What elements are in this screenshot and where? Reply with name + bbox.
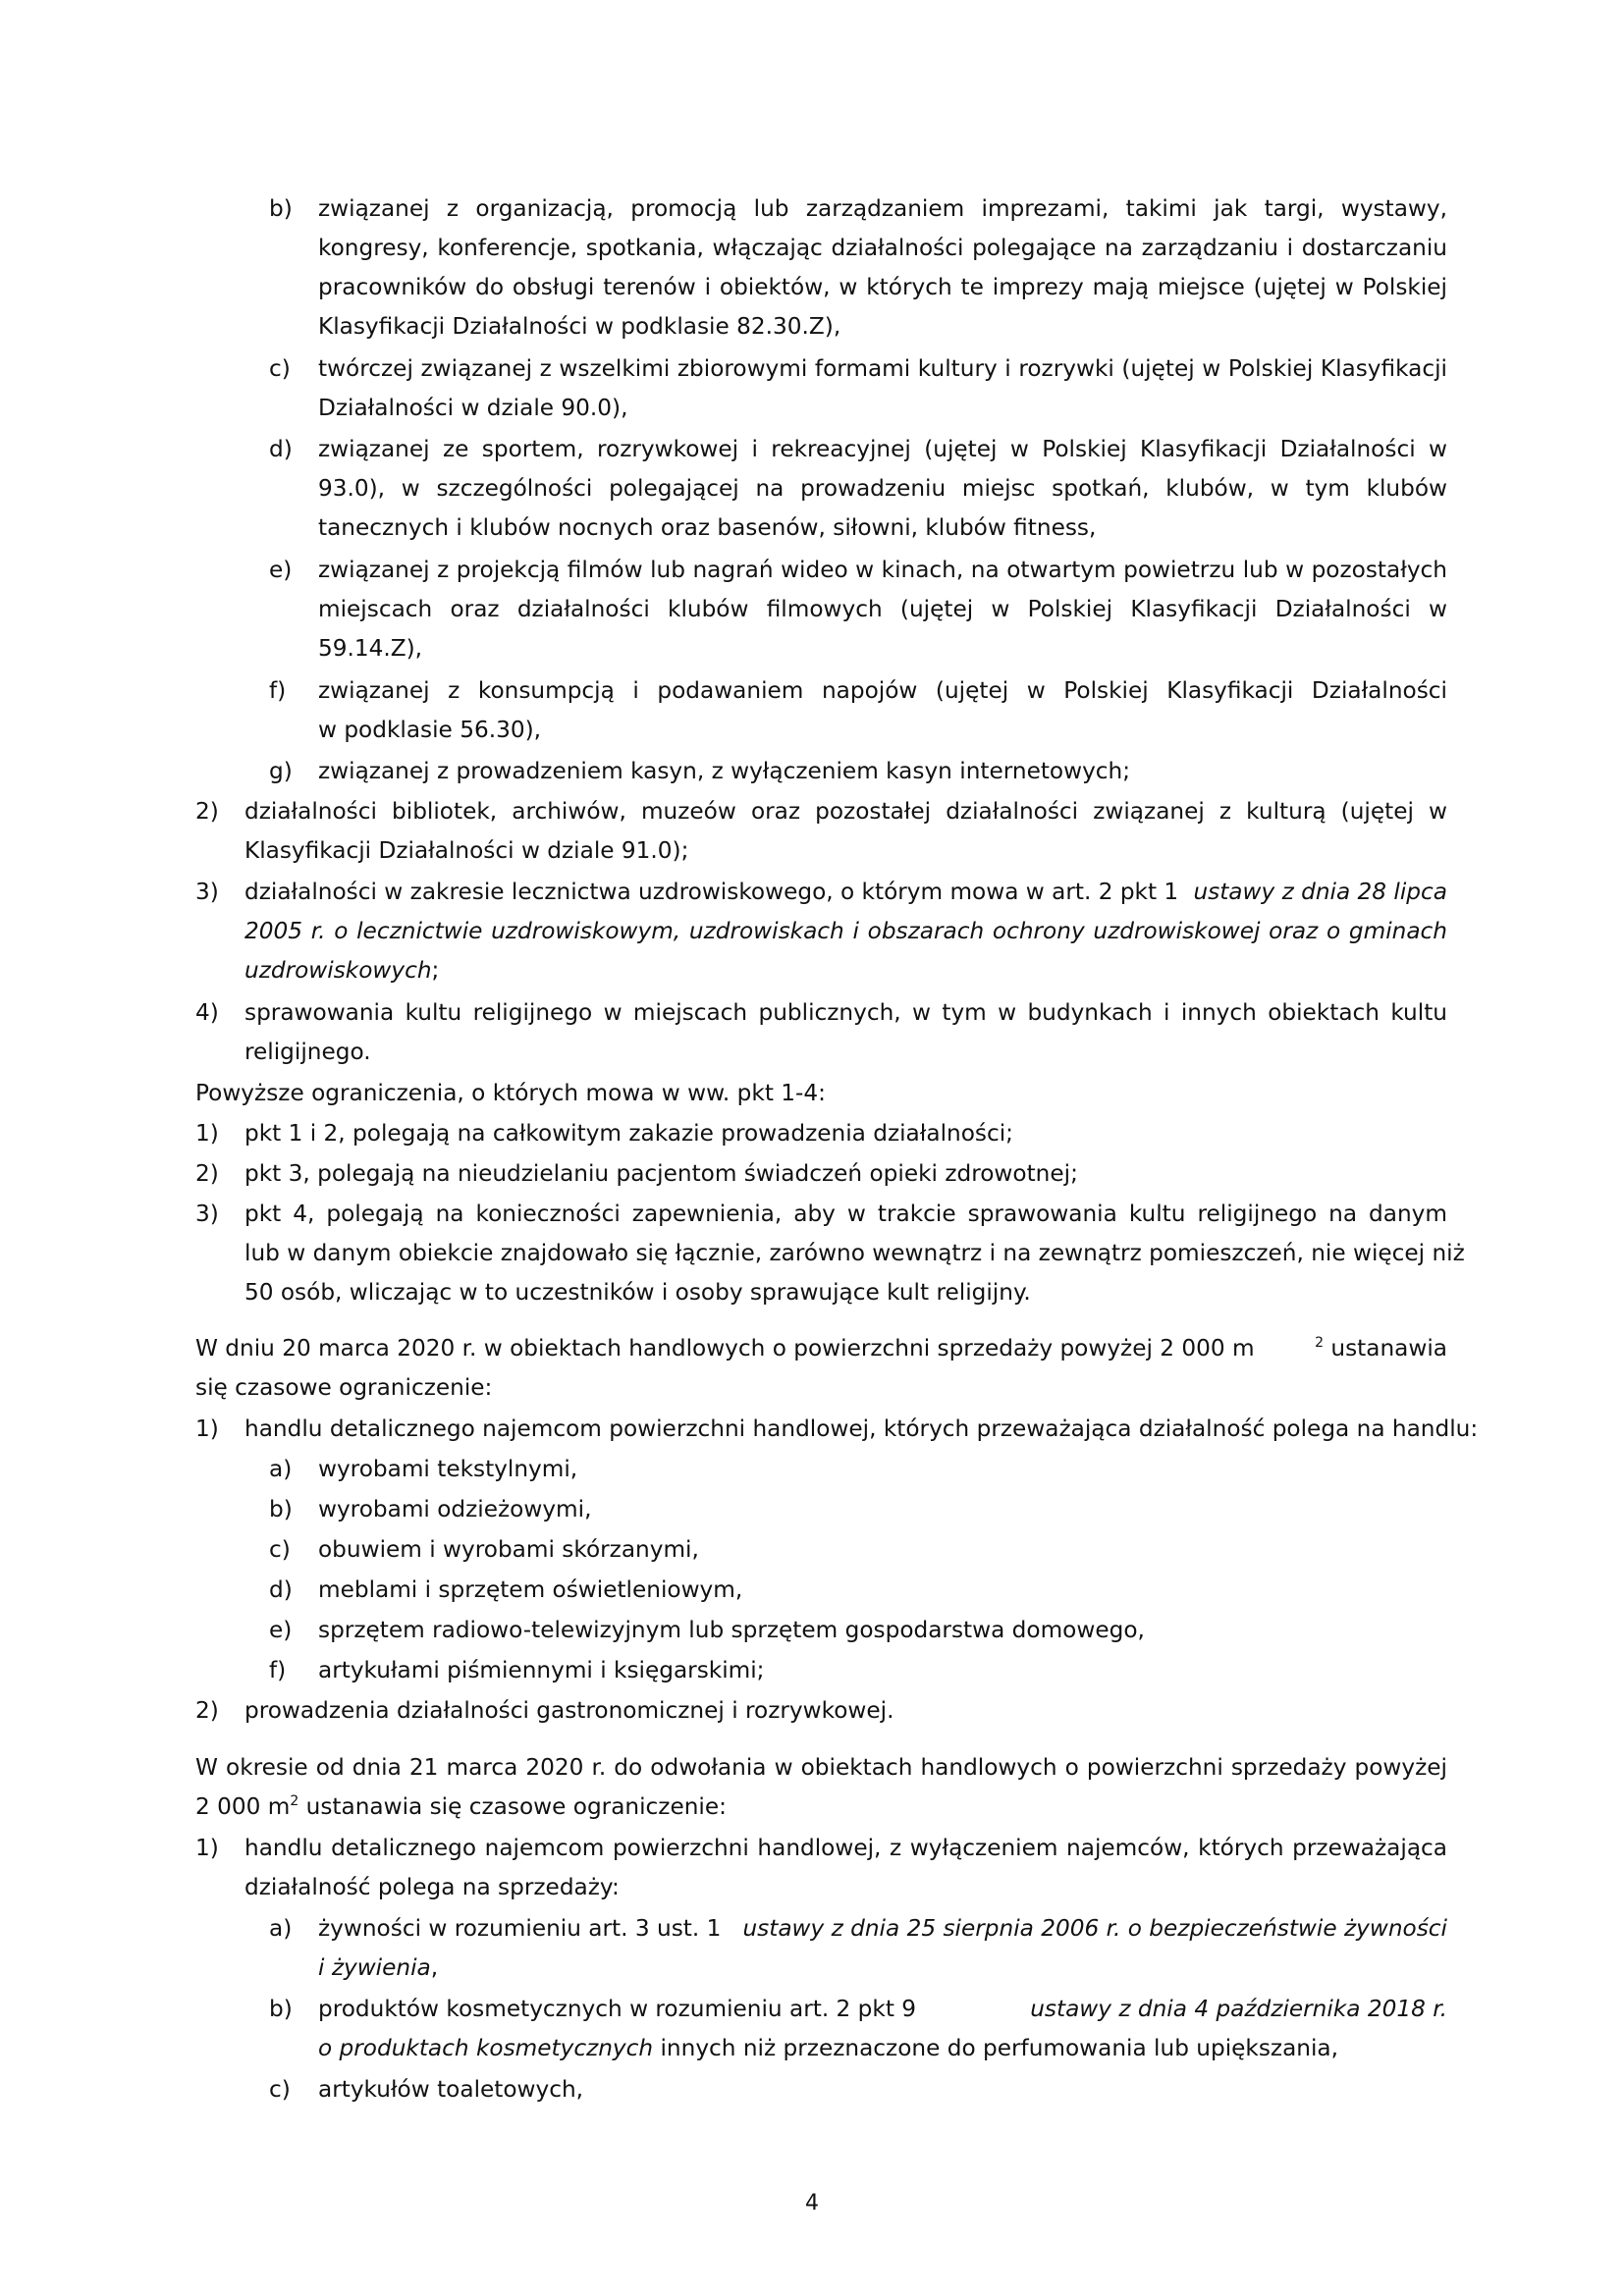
list-item-text: pkt 3, polegają na nieudzielaniu pacjentom świadczeń opieki zdrowotnej;	[244, 1160, 1078, 1187]
list-item-text: pkt 4, polegają na konieczności zapewnienia, aby w trakcie sprawowania kultu religijnego na danym	[244, 1201, 1447, 1227]
list-item-text: handlu detalicznego najemcom powierzchni handlowej, z wyłączeniem najemców, których przeważająca	[244, 1835, 1447, 1861]
law-reference: 2005 r. o lecznictwie uzdrowiskowym, uzdrowiskach i obszarach ochrony uzdrowiskowej oraz o gminach	[244, 918, 1447, 944]
list-item-text: sprawowania kultu religijnego w miejscach publicznych, w tym w budynkach i innych obiektach kultu	[244, 999, 1447, 1026]
list-item-text: wyrobami tekstylnymi,	[318, 1456, 578, 1482]
list-item-text: meblami i sprzętem oświetleniowym,	[318, 1576, 743, 1603]
list-item-text	[244, 957, 439, 985]
list-marker: g)	[269, 758, 293, 784]
list-item-text	[318, 2035, 1338, 2062]
list-marker: 2)	[195, 1160, 219, 1187]
list-item-text	[318, 1996, 1447, 2023]
list-item-text: pracowników do obsługi terenów i obiektów, w których te imprezy mają miejsce (ujętej w Polskiej	[318, 274, 1447, 300]
list-item-text-part: produktów kosmetycznych w rozumieniu art. 2 pkt 9	[318, 1996, 917, 2022]
list-marker: b)	[269, 1496, 293, 1522]
paragraph-text: ustanawia się czasowe ograniczenie:	[298, 1793, 727, 1820]
list-item-text-part: działalności w zakresie lecznictwa uzdrowiskowego, o którym mowa w art. 2 pkt 1	[244, 879, 1179, 905]
list-item-text: 50 osób, wliczając w to uczestników i osoby sprawujące kult religijny.	[244, 1279, 1031, 1306]
list-marker: c)	[269, 1536, 291, 1563]
list-item-text	[318, 1915, 1447, 1943]
paragraph-text: ustanawia	[1324, 1335, 1447, 1362]
list-item-text	[244, 879, 1447, 906]
list-item-text: związanej z projekcją filmów lub nagrań wideo w kinach, na otwartym powietrzu lub w pozostałych	[318, 557, 1447, 583]
paragraph	[195, 1793, 727, 1821]
list-marker: 1)	[195, 1415, 219, 1442]
list-marker: 2)	[195, 1697, 219, 1724]
list-marker: c)	[269, 2076, 291, 2103]
list-item-text-part: żywności w rozumieniu art. 3 ust. 1	[318, 1915, 722, 1942]
list-item-text: artykułami piśmiennymi i księgarskimi;	[318, 1657, 765, 1683]
list-marker: 4)	[195, 999, 219, 1026]
list-item-text: Klasyfikacji Działalności w dziale 91.0);	[244, 837, 689, 864]
list-item-text	[318, 1954, 438, 1982]
paragraph-end	[1306, 1335, 1447, 1362]
list-item-text: handlu detalicznego najemcom powierzchni handlowej, których przeważająca działalność polega na handlu:	[244, 1415, 1479, 1442]
list-item-text: związanej z organizacją, promocją lub zarządzaniem imprezami, takimi jak targi, wystawy,	[318, 195, 1447, 222]
list-marker: 3)	[195, 879, 219, 905]
list-item-text-part: innych niż przeznaczone do perfumowania lub upiększania,	[653, 2035, 1339, 2061]
law-reference: uzdrowiskowych	[244, 957, 432, 984]
list-marker: d)	[269, 1576, 293, 1603]
list-marker: f)	[269, 1657, 287, 1683]
list-marker: d)	[269, 436, 293, 462]
paragraph: się czasowe ograniczenie:	[195, 1374, 493, 1401]
list-item-text: prowadzenia działalności gastronomicznej i rozrywkowej.	[244, 1697, 894, 1724]
list-item-text: wyrobami odzieżowymi,	[318, 1496, 592, 1522]
list-marker: f)	[269, 677, 287, 704]
list-item-text: działalności bibliotek, archiwów, muzeów oraz pozostałej działalności związanej z kulturą (ujętej w	[244, 798, 1447, 825]
superscript: 2	[290, 1793, 299, 1809]
page-number: 4	[805, 2191, 819, 2216]
list-item-text: miejscach oraz działalności klubów filmowych (ujętej w Polskiej Klasyfikacji Działalności w	[318, 596, 1447, 622]
list-item-text: związanej z konsumpcją i podawaniem napojów (ujętej w Polskiej Klasyfikacji Działalności	[318, 677, 1447, 704]
list-marker: 1)	[195, 1120, 219, 1147]
list-marker: b)	[269, 1996, 293, 2022]
list-marker: e)	[269, 557, 293, 583]
list-item-text: lub w danym obiekcie znajdowało się łącznie, zarówno wewnątrz i na zewnątrz pomieszczeń, nie więcej niż	[244, 1240, 1465, 1266]
paragraph-text: W dniu 20 marca 2020 r. w obiektach handlowych o powierzchni sprzedaży powyżej 2 000 m	[195, 1335, 1255, 1362]
list-item-text: artykułów toaletowych,	[318, 2076, 584, 2103]
list-item-text: Działalności w dziale 90.0),	[318, 395, 628, 421]
paragraph	[195, 1335, 1447, 1362]
list-item-text: kongresy, konferencje, spotkania, włączając działalności polegające na zarządzaniu i dostarczaniu	[318, 235, 1447, 261]
list-marker: 1)	[195, 1835, 219, 1861]
paragraph: Powyższe ograniczenia, o których mowa w ww. pkt 1-4:	[195, 1080, 826, 1106]
list-item-text: związanej ze sportem, rozrywkowej i rekreacyjnej (ujętej w Polskiej Klasyfikacji Działalności w	[318, 436, 1447, 462]
list-marker: a)	[269, 1915, 293, 1942]
list-item-text: działalność polega na sprzedaży:	[244, 1874, 620, 1900]
list-item-text: 93.0), w szczególności polegającej na prowadzeniu miejsc spotkań, klubów, w tym klubów	[318, 475, 1447, 502]
list-item-text: twórczej związanej z wszelkimi zbiorowymi formami kultury i rozrywki (ujętej w Polskiej Klasyfikacji	[318, 355, 1447, 382]
list-item-text: obuwiem i wyrobami skórzanymi,	[318, 1536, 699, 1563]
list-item-text-part: ,	[430, 1954, 439, 1981]
list-item-text: pkt 1 i 2, polegają na całkowitym zakazie prowadzenia działalności;	[244, 1120, 1013, 1147]
list-item-text-part: ;	[431, 957, 440, 984]
superscript: 2	[1315, 1335, 1325, 1351]
law-reference: ustawy z dnia 4 października 2018 r.	[1030, 1996, 1447, 2022]
list-marker: a)	[269, 1456, 293, 1482]
list-marker: 2)	[195, 798, 219, 825]
list-marker: c)	[269, 355, 291, 382]
list-marker: e)	[269, 1617, 293, 1643]
list-marker: b)	[269, 195, 293, 222]
law-reference: i żywienia	[318, 1954, 431, 1981]
paragraph-text: 2 000 m	[195, 1793, 291, 1820]
list-item-text: religijnego.	[244, 1039, 371, 1065]
list-item-text: tanecznych i klubów nocnych oraz basenów, siłowni, klubów fitness,	[318, 514, 1097, 541]
list-marker: 3)	[195, 1201, 219, 1227]
list-item-text: 59.14.Z),	[318, 635, 423, 662]
list-item-text: w podklasie 56.30),	[318, 717, 541, 743]
list-item-text: związanej z prowadzeniem kasyn, z wyłączeniem kasyn internetowych;	[318, 758, 1131, 784]
list-item-text: sprzętem radiowo-telewizyjnym lub sprzętem gospodarstwa domowego,	[318, 1617, 1145, 1643]
paragraph: W okresie od dnia 21 marca 2020 r. do odwołania w obiektach handlowych o powierzchni sprzedaży powyżej	[195, 1754, 1447, 1781]
law-reference: ustawy z dnia 28 lipca	[1193, 879, 1447, 905]
list-item-text: Klasyfikacji Działalności w podklasie 82.30.Z),	[318, 313, 841, 340]
law-reference: o produktach kosmetycznych	[318, 2035, 654, 2061]
law-reference: ustawy z dnia 25 sierpnia 2006 r. o bezpieczeństwie żywności	[742, 1915, 1447, 1942]
